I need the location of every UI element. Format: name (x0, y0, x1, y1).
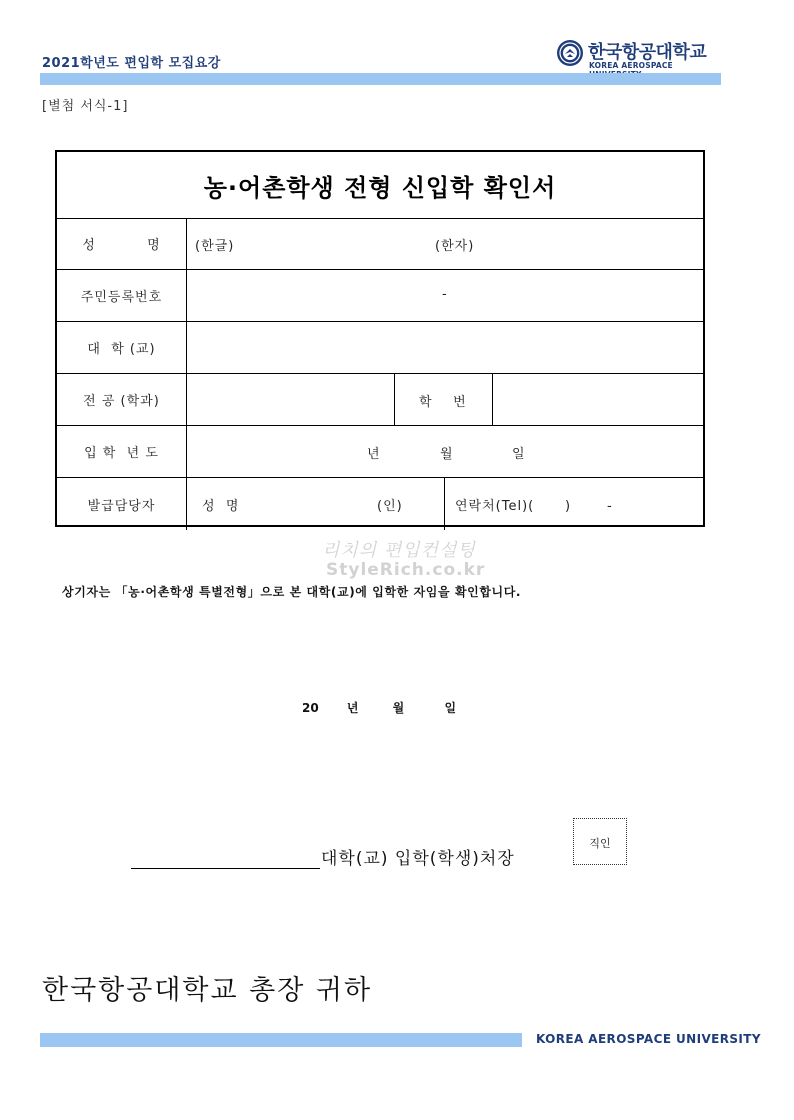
row-entrance-year (57, 426, 703, 478)
date-day-unit: 일 (444, 701, 457, 715)
issuer-name-label: 성 명 (202, 499, 240, 514)
header-accent-bar (40, 73, 721, 85)
entrance-month-unit: 월 (440, 447, 454, 462)
row-major (57, 374, 703, 426)
entrance-year-unit: 년 (367, 447, 381, 462)
label-student-id: 학 번 (419, 395, 467, 410)
university-field[interactable] (195, 322, 695, 374)
label-university: 대 학 (교) (57, 322, 187, 373)
row-resident-number (57, 270, 703, 322)
attachment-label: [별첨 서식-1] (42, 99, 129, 114)
confirmation-form (55, 150, 705, 527)
watermark-line-2: StyleRich.co.kr (326, 560, 486, 580)
label-name: 성 명 (57, 218, 187, 269)
header-title: 2021학년도 편입학 모집요강 (42, 56, 221, 71)
footer-accent-bar (40, 1033, 522, 1047)
row-issuer (57, 478, 703, 530)
row-name (57, 218, 703, 270)
university-emblem-icon (556, 39, 584, 67)
official-seal-box: 직인 (573, 818, 627, 865)
entrance-day-unit: 일 (512, 447, 526, 462)
confirmation-statement: 상기자는 「농·어촌학생 특별전형」으로 본 대학(교)에 입학한 자임을 확인합니다. (62, 585, 522, 599)
signature-line[interactable] (131, 868, 320, 869)
university-logo (556, 38, 726, 72)
form-title: 농·어촌학생 전형 신입학 확인서 (57, 152, 703, 219)
row-university (57, 322, 703, 374)
issuer-contact-label: 연락처(Tel)( ) - (455, 499, 613, 514)
name-hanja-field[interactable]: (한자) (435, 239, 475, 254)
logo-english-name: KOREA AEROSPACE (589, 61, 673, 70)
signatory-title: 대학(교) 입학(학생)처장 (321, 849, 515, 869)
name-hangul-field[interactable]: (한글) (195, 239, 235, 254)
label-resident-number: 주민등록번호 (57, 270, 187, 321)
label-major: 전 공 (학과) (57, 374, 187, 425)
label-issuer: 발급담당자 (57, 478, 187, 530)
label-entrance-year: 입 학 년 도 (57, 426, 187, 477)
issue-date (302, 699, 456, 716)
watermark-line-1: 리치의 편입컨설팅 (322, 540, 476, 561)
footer-university-name: KOREA AEROSPACE UNIVERSITY (536, 1032, 761, 1046)
issuer-seal-label: (인) (377, 499, 403, 514)
date-prefix: 20 (302, 701, 319, 715)
date-year-unit: 년 (346, 701, 359, 715)
resident-number-field[interactable]: - (442, 287, 448, 302)
addressee: 한국항공대학교 총장 귀하 (42, 975, 373, 1006)
date-month-unit: 월 (392, 701, 405, 715)
logo-korean-name: 한국항공대학교 (588, 42, 707, 63)
